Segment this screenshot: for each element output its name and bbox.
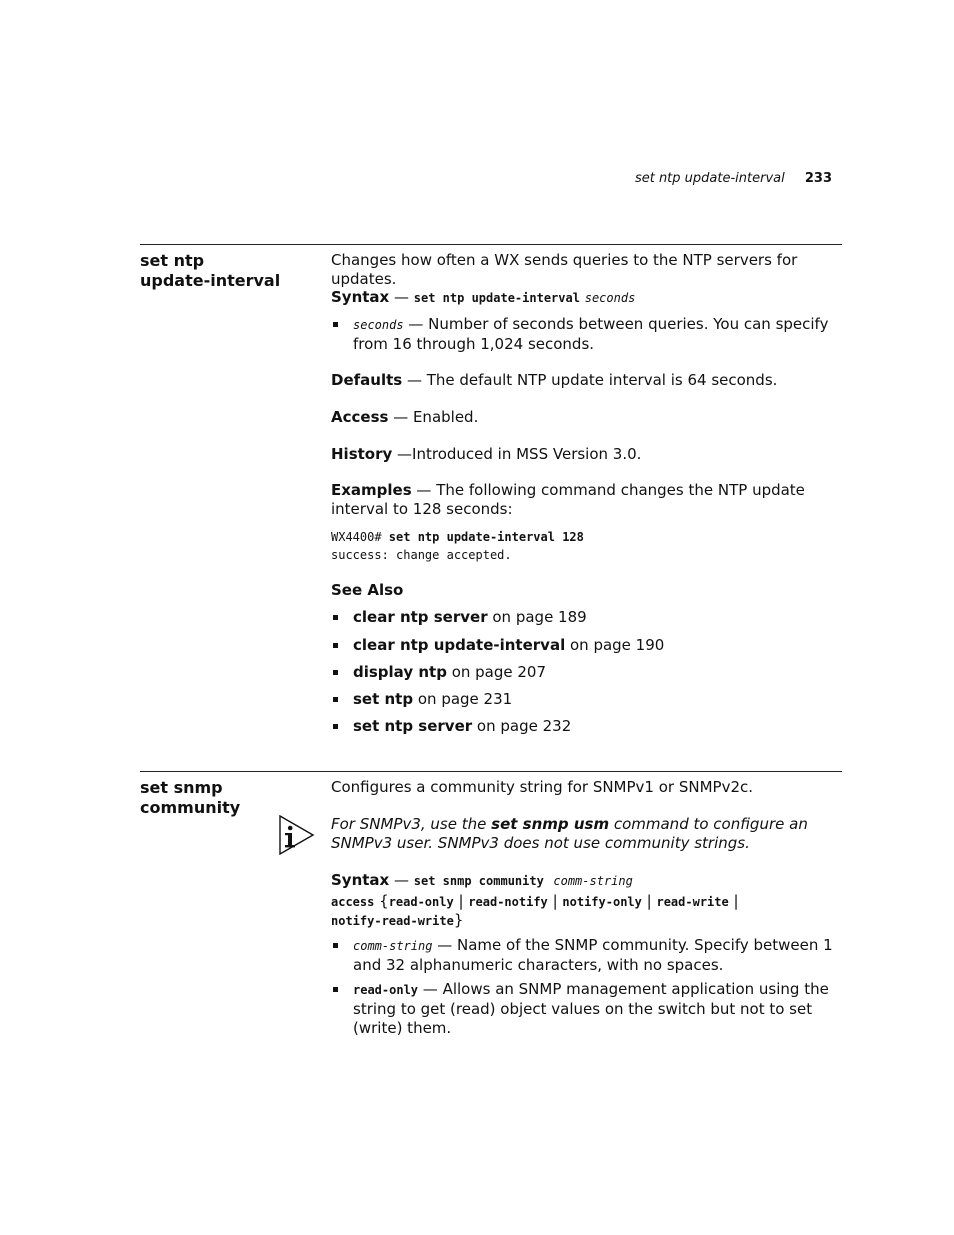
access-line — [331, 408, 841, 427]
parameter-name: read-only — [353, 983, 419, 997]
code-example — [331, 528, 841, 564]
bullet-icon — [333, 615, 338, 620]
separator: | — [547, 892, 563, 910]
link-command[interactable]: set ntp — [353, 690, 414, 708]
note-text-a: For SNMPv3, use the — [331, 815, 492, 833]
option-read-write: read-write — [656, 895, 729, 909]
separator: | — [728, 892, 739, 910]
syntax-command: set ntp update-interval — [413, 291, 580, 305]
section-heading-line-2: update-interval — [140, 271, 281, 290]
bullet-icon — [333, 987, 338, 992]
code-output: success: change accepted. — [331, 548, 512, 562]
parameter-item — [331, 315, 841, 354]
section-heading — [140, 251, 320, 291]
link-page: on page 231 — [413, 690, 513, 708]
link-page: on page 190 — [565, 636, 665, 654]
section-heading-line-1: set snmp — [140, 778, 223, 797]
parameter-description: — Name of the SNMP community. Specify between 1 and 32 alphanumeric characters, with no spaces. — [353, 936, 833, 974]
bullet-icon — [333, 724, 338, 729]
section-divider — [140, 771, 842, 772]
separator: | — [641, 892, 657, 910]
bullet-icon — [333, 643, 338, 648]
note-text — [331, 815, 841, 853]
history-line — [331, 445, 841, 464]
note-text-c: command to configure an SNMPv3 user. SNMPv3 does not use community strings. — [331, 815, 808, 852]
link-command[interactable]: clear ntp server — [353, 608, 488, 626]
syntax-options — [331, 892, 841, 912]
history-label: History — [331, 445, 393, 463]
defaults-line — [331, 371, 841, 390]
access-label: Access — [331, 408, 389, 426]
syntax-label: Syntax — [331, 871, 390, 889]
syntax-line — [331, 288, 841, 308]
running-header — [635, 171, 832, 186]
description: Configures a community string for SNMPv1 or SNMPv2c. — [331, 778, 754, 796]
parameter-name: seconds — [353, 318, 404, 332]
parameter-name: comm-string — [353, 939, 433, 953]
syntax-label: Syntax — [331, 288, 390, 306]
parameter-item — [331, 980, 841, 1038]
link-page: on page 232 — [472, 717, 572, 735]
code-command: set ntp update-interval 128 — [388, 530, 584, 544]
syntax-line — [331, 871, 841, 891]
examples-line — [331, 481, 841, 519]
access-text: — Enabled. — [388, 408, 479, 426]
see-also-item — [331, 636, 841, 655]
link-command[interactable]: clear ntp update-interval — [353, 636, 566, 654]
dash: — — [389, 871, 414, 889]
examples-label: Examples — [331, 481, 412, 499]
dash: — — [389, 288, 414, 306]
option-notify-only: notify-only — [562, 895, 642, 909]
history-text: —Introduced in MSS Version 3.0. — [392, 445, 642, 463]
bullet-icon — [333, 322, 338, 327]
see-also-item — [331, 663, 841, 682]
code-prompt: WX4400# — [331, 530, 389, 544]
see-also-item — [331, 717, 841, 736]
option-read-only: read-only — [388, 895, 454, 909]
info-note-icon — [279, 815, 315, 855]
parameter-item — [331, 936, 841, 975]
see-also-item — [331, 608, 841, 627]
link-page: on page 207 — [446, 663, 547, 681]
section-divider — [140, 244, 842, 245]
syntax-argument: comm-string — [553, 874, 633, 888]
brace-close: } — [453, 911, 464, 929]
defaults-label: Defaults — [331, 371, 403, 389]
access-keyword: access — [331, 895, 375, 909]
note-command: set snmp usm — [491, 815, 610, 833]
option-notify-read-write: notify-read-write — [331, 914, 454, 928]
syntax-options-cont — [331, 911, 841, 931]
section-heading-line-2: community — [140, 798, 241, 817]
parameter-description: — Number of seconds between queries. You can specify from 16 through 1,024 seconds. — [353, 315, 829, 353]
parameter-description: — Allows an SNMP management application using the string to get (read) object values on the switch but not to set (write) them. — [353, 980, 829, 1037]
see-also-heading: See Also — [331, 581, 404, 599]
brace-open: { — [379, 892, 389, 910]
description: Changes how often a WX sends queries to the NTP servers for updates. — [331, 251, 798, 288]
bullet-icon — [333, 697, 338, 702]
link-page: on page 189 — [487, 608, 587, 626]
link-command[interactable]: set ntp server — [353, 717, 473, 735]
section-heading — [140, 778, 320, 818]
separator: | — [453, 892, 469, 910]
syntax-command: set snmp community — [413, 874, 544, 888]
section-heading-line-1: set ntp — [140, 251, 205, 270]
examples-text: — The following command changes the NTP update interval to 128 seconds: — [331, 481, 805, 518]
see-also-item — [331, 690, 841, 709]
defaults-text: — The default NTP update interval is 64 seconds. — [402, 371, 778, 389]
link-command[interactable]: display ntp — [353, 663, 447, 681]
section-body — [331, 251, 841, 289]
syntax-argument: seconds — [584, 291, 636, 305]
option-read-notify: read-notify — [468, 895, 548, 909]
bullet-icon — [333, 943, 338, 948]
running-header-title: set ntp update-interval — [634, 171, 785, 186]
bullet-icon — [333, 670, 338, 675]
page-number: 233 — [804, 171, 832, 186]
